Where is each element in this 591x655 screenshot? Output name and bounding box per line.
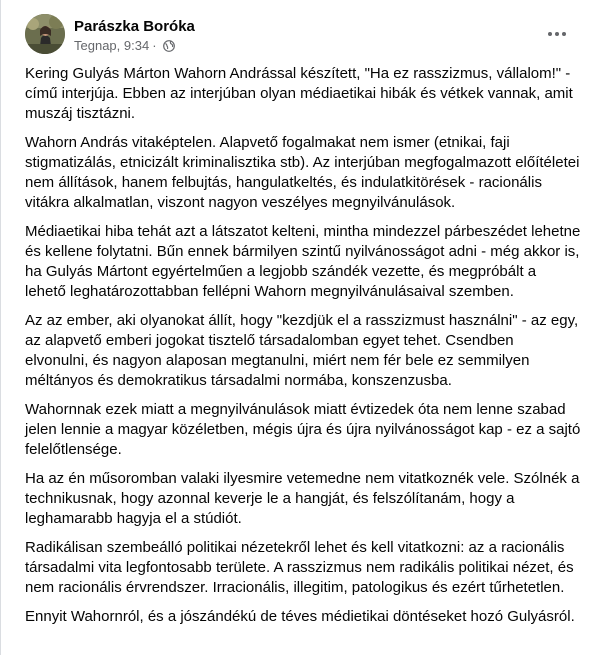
avatar-photo xyxy=(25,14,65,54)
globe-icon[interactable] xyxy=(163,40,175,52)
post-body xyxy=(25,64,581,636)
post-timestamp[interactable]: Tegnap, 9:34 xyxy=(74,38,150,53)
post-paragraph: Wahornnak ezek miatt a megnyilvánulások miatt évtizedek óta nem lenne szabad jelen lennie a magyar közéletben, mégis újra és újra nyilvánosságot kap - ez a sajtó felelőtlensége. xyxy=(25,401,581,458)
post-paragraph: Az az ember, aki olyanokat állít, hogy "kezdjük el a rasszizmust használni" - az egy, az alapvető emberi jogokat tisztelő társadalomban egyet tehet. Csendben elvonulni, és nagyon alaposan megtanulni, miért nem fér bele ez semmilyen méltányos és demokratikus társadalmi normába, konszenzusba. xyxy=(25,312,579,389)
post-paragraph: Wahorn András vitaképtelen. Alapvető fogalmakat nem ismer (etnikai, faji stigmatizálás, etnicizált kriminalisztika stb). Az interjúban megfogalmazott előítéletei nem állítások, hanem felbujtás, hangulatkeltés, és indulatkitörések - racionális vitákra alkalmatlan, viszont nagyon veszélyes megnyilvánulások. xyxy=(25,134,580,211)
post-paragraph: Médiaetikai hiba tehát azt a látszatot kelteni, mintha mindezzel párbeszédet lehetne és kellene folytatni. Bűn ennek bármilyen szintű nyilvánosságot adni - még akkor is, ha Gulyás Mártont egyértelműen a legjobb szándék vezette, és megpróbált a lehető leghatározottabban fellépni Wahorn megnyilvánulásaival szemben. xyxy=(25,223,581,300)
meta-separator: · xyxy=(152,38,157,53)
post-paragraph: Kering Gulyás Márton Wahorn Andrással készített, "Ha ez rasszizmus, vállalom!" - című interjúja. Ebben az interjúban olyan médiaetikai hibák és vétkek vannak, amit muszáj tisztázni. xyxy=(25,65,573,122)
more-options-button[interactable] xyxy=(539,16,575,52)
avatar[interactable] xyxy=(25,14,65,54)
author-name[interactable]: Parászka Boróka xyxy=(74,18,195,35)
post-paragraph: Radikálisan szembeálló politikai nézetekről lehet és kell vitatkozni: az a racionális társadalmi vita legfontosabb területe. A rasszizmus nem radikális politikai nézet, és nem racionális érvrendszer. Irracionális, illegitim, patologikus és ezért tűrhetetlen. xyxy=(25,539,574,596)
post-paragraph: Ha az én műsoromban valaki ilyesmire vetemedne nem vitatkoznék vele. Szólnék a technikusnak, hogy azonnal keverje le a hangját, és felszólítanám, hogy a leghamarabb hagyja el a stúdiót. xyxy=(25,470,580,527)
post-header xyxy=(25,14,575,58)
post-paragraph: Ennyit Wahornról, és a jószándékú de téves médietikai döntéseket hozó Gulyásról. xyxy=(25,608,575,625)
post-meta xyxy=(74,38,175,54)
more-horizontal-icon xyxy=(547,31,567,37)
